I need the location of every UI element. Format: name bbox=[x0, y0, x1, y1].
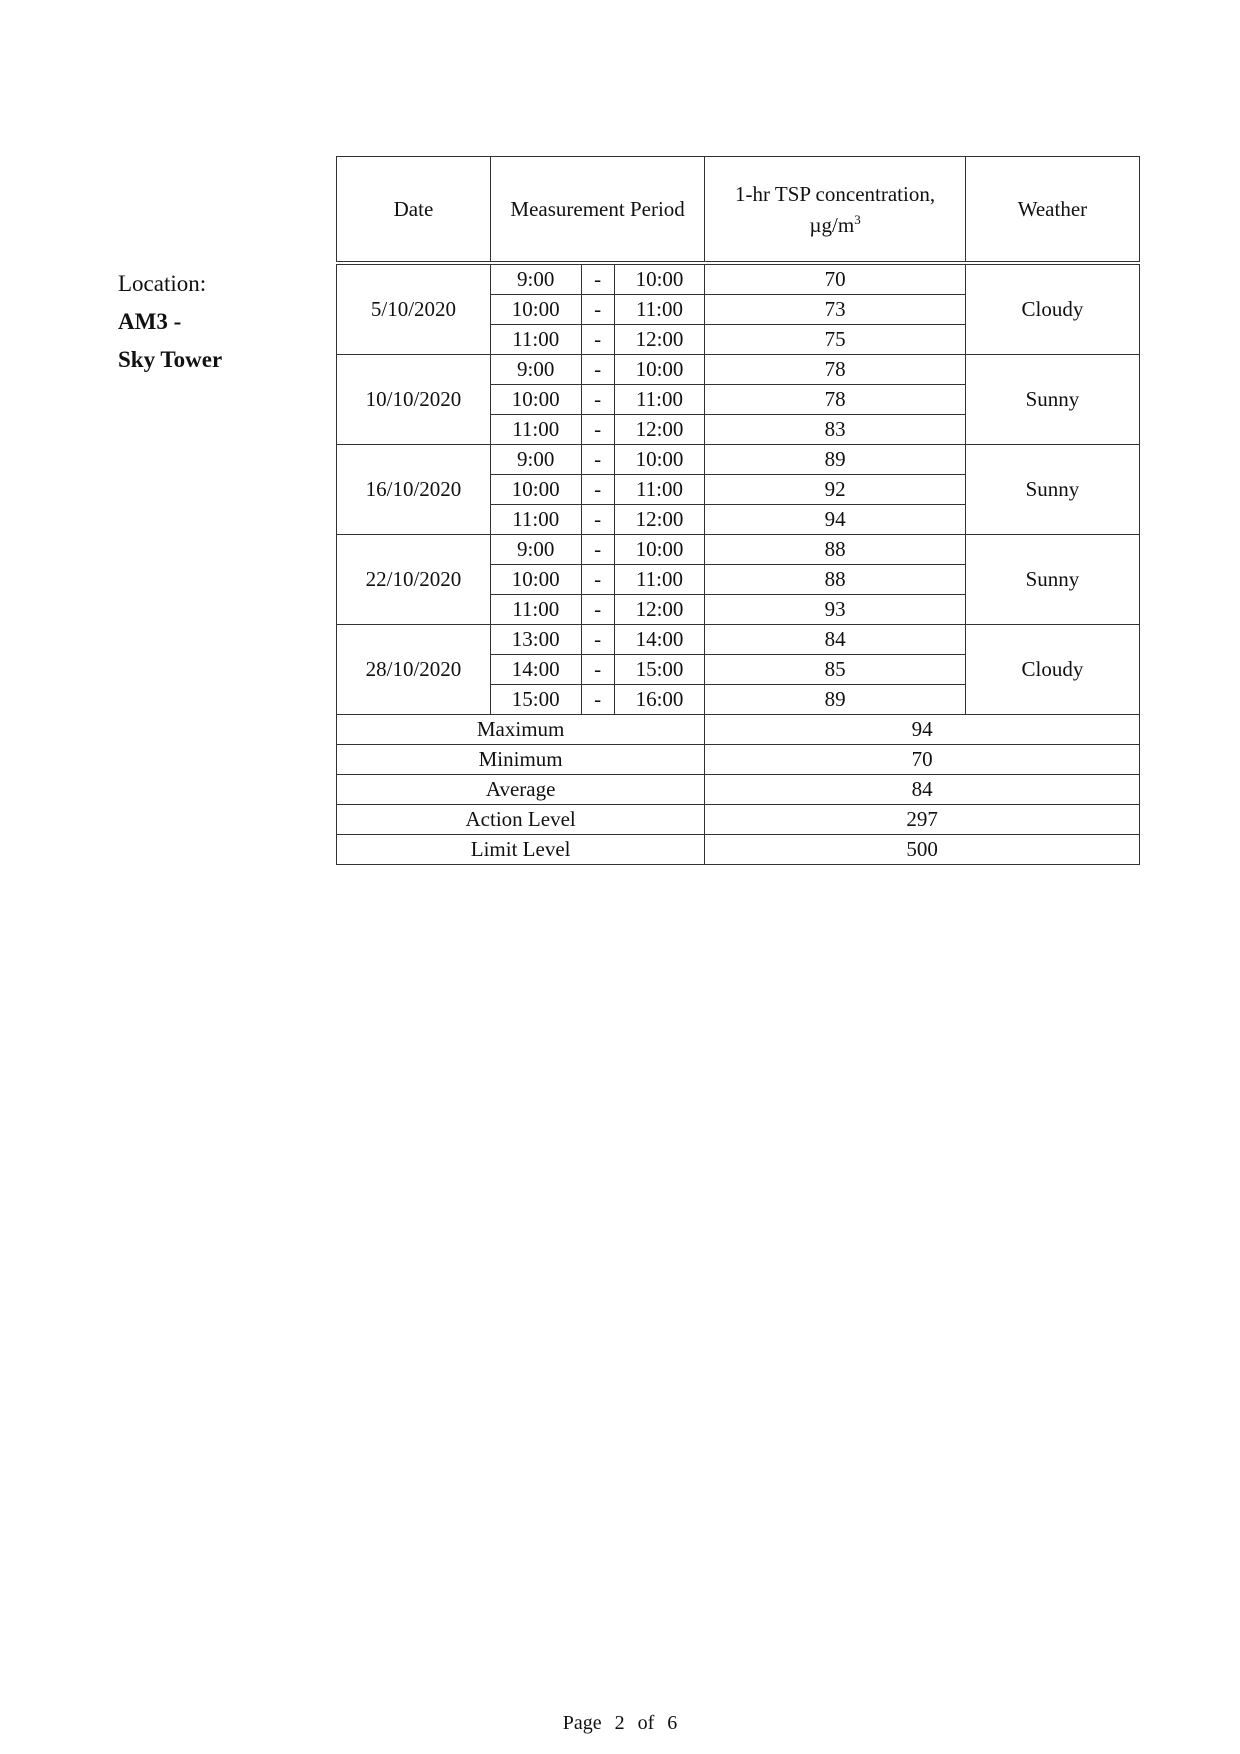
table-row bbox=[337, 625, 1140, 655]
header-date: Date bbox=[337, 157, 491, 264]
period-start: 15:00 bbox=[490, 685, 581, 715]
weather-cell: Sunny bbox=[965, 355, 1139, 445]
table-row bbox=[337, 263, 1140, 295]
period-separator: - bbox=[581, 415, 614, 445]
concentration-value: 89 bbox=[705, 445, 966, 475]
concentration-value: 88 bbox=[705, 565, 966, 595]
period-end: 12:00 bbox=[614, 325, 705, 355]
period-end: 14:00 bbox=[614, 625, 705, 655]
location-code: AM3 - bbox=[118, 309, 182, 334]
period-start: 10:00 bbox=[490, 295, 581, 325]
period-start: 10:00 bbox=[490, 385, 581, 415]
period-start: 10:00 bbox=[490, 565, 581, 595]
header-concentration bbox=[705, 157, 966, 264]
summary-row bbox=[337, 805, 1140, 835]
location-label: Location: bbox=[118, 271, 207, 296]
date-cell: 28/10/2020 bbox=[337, 625, 491, 715]
period-start: 9:00 bbox=[490, 445, 581, 475]
period-start: 11:00 bbox=[490, 505, 581, 535]
period-separator: - bbox=[581, 325, 614, 355]
period-end: 11:00 bbox=[614, 565, 705, 595]
period-separator: - bbox=[581, 595, 614, 625]
summary-label: Minimum bbox=[337, 745, 705, 775]
summary-value: 84 bbox=[705, 775, 1140, 805]
period-separator: - bbox=[581, 625, 614, 655]
period-start: 11:00 bbox=[490, 325, 581, 355]
date-cell: 22/10/2020 bbox=[337, 535, 491, 625]
summary-value: 70 bbox=[705, 745, 1140, 775]
footer-of-word: of bbox=[637, 1712, 655, 1734]
period-end: 11:00 bbox=[614, 295, 705, 325]
period-start: 14:00 bbox=[490, 655, 581, 685]
period-end: 12:00 bbox=[614, 595, 705, 625]
period-end: 10:00 bbox=[614, 535, 705, 565]
period-separator: - bbox=[581, 535, 614, 565]
summary-value: 500 bbox=[705, 835, 1140, 865]
summary-label: Action Level bbox=[337, 805, 705, 835]
period-end: 11:00 bbox=[614, 475, 705, 505]
period-separator: - bbox=[581, 295, 614, 325]
concentration-value: 85 bbox=[705, 655, 966, 685]
concentration-value: 94 bbox=[705, 505, 966, 535]
period-separator: - bbox=[581, 655, 614, 685]
concentration-value: 73 bbox=[705, 295, 966, 325]
concentration-value: 93 bbox=[705, 595, 966, 625]
period-start: 9:00 bbox=[490, 535, 581, 565]
period-separator: - bbox=[581, 263, 614, 295]
period-end: 16:00 bbox=[614, 685, 705, 715]
tsp-table bbox=[336, 156, 1140, 865]
date-cell: 10/10/2020 bbox=[337, 355, 491, 445]
period-end: 12:00 bbox=[614, 415, 705, 445]
header-period: Measurement Period bbox=[490, 157, 704, 264]
period-separator: - bbox=[581, 475, 614, 505]
period-separator: - bbox=[581, 565, 614, 595]
period-start: 11:00 bbox=[490, 595, 581, 625]
summary-row bbox=[337, 835, 1140, 865]
page-footer bbox=[0, 1712, 1240, 1735]
table-header-row bbox=[337, 157, 1140, 264]
period-end: 10:00 bbox=[614, 445, 705, 475]
footer-page-num: 2 bbox=[614, 1712, 625, 1734]
weather-cell: Sunny bbox=[965, 535, 1139, 625]
summary-label: Maximum bbox=[337, 715, 705, 745]
summary-row bbox=[337, 745, 1140, 775]
concentration-value: 83 bbox=[705, 415, 966, 445]
table-body bbox=[337, 263, 1140, 865]
concentration-value: 70 bbox=[705, 263, 966, 295]
period-end: 12:00 bbox=[614, 505, 705, 535]
header-weather: Weather bbox=[965, 157, 1139, 264]
period-end: 10:00 bbox=[614, 355, 705, 385]
period-start: 9:00 bbox=[490, 355, 581, 385]
period-start: 13:00 bbox=[490, 625, 581, 655]
weather-cell: Cloudy bbox=[965, 263, 1139, 355]
header-concentration-line1: 1-hr TSP concentration, bbox=[735, 181, 936, 206]
summary-value: 297 bbox=[705, 805, 1140, 835]
period-separator: - bbox=[581, 685, 614, 715]
period-start: 9:00 bbox=[490, 263, 581, 295]
summary-label: Average bbox=[337, 775, 705, 805]
concentration-value: 78 bbox=[705, 355, 966, 385]
period-end: 10:00 bbox=[614, 263, 705, 295]
period-separator: - bbox=[581, 505, 614, 535]
header-concentration-unit: $\mu g/m^3$ bbox=[809, 211, 861, 237]
date-cell: 5/10/2020 bbox=[337, 263, 491, 355]
concentration-value: 78 bbox=[705, 385, 966, 415]
concentration-value: 89 bbox=[705, 685, 966, 715]
period-start: 10:00 bbox=[490, 475, 581, 505]
summary-value: 94 bbox=[705, 715, 1140, 745]
concentration-value: 88 bbox=[705, 535, 966, 565]
concentration-value: 92 bbox=[705, 475, 966, 505]
table-row bbox=[337, 355, 1140, 385]
table-row bbox=[337, 535, 1140, 565]
concentration-value: 75 bbox=[705, 325, 966, 355]
period-separator: - bbox=[581, 445, 614, 475]
footer-page-word: Page bbox=[562, 1712, 602, 1734]
period-end: 11:00 bbox=[614, 385, 705, 415]
location-name: Sky Tower bbox=[118, 347, 223, 372]
summary-row bbox=[337, 775, 1140, 805]
table-row bbox=[337, 445, 1140, 475]
period-start: 11:00 bbox=[490, 415, 581, 445]
location-block bbox=[118, 265, 222, 379]
period-separator: - bbox=[581, 355, 614, 385]
period-separator: - bbox=[581, 385, 614, 415]
summary-label: Limit Level bbox=[337, 835, 705, 865]
concentration-value: 84 bbox=[705, 625, 966, 655]
summary-row bbox=[337, 715, 1140, 745]
weather-cell: Sunny bbox=[965, 445, 1139, 535]
weather-cell: Cloudy bbox=[965, 625, 1139, 715]
period-end: 15:00 bbox=[614, 655, 705, 685]
date-cell: 16/10/2020 bbox=[337, 445, 491, 535]
footer-total: 6 bbox=[667, 1712, 678, 1734]
